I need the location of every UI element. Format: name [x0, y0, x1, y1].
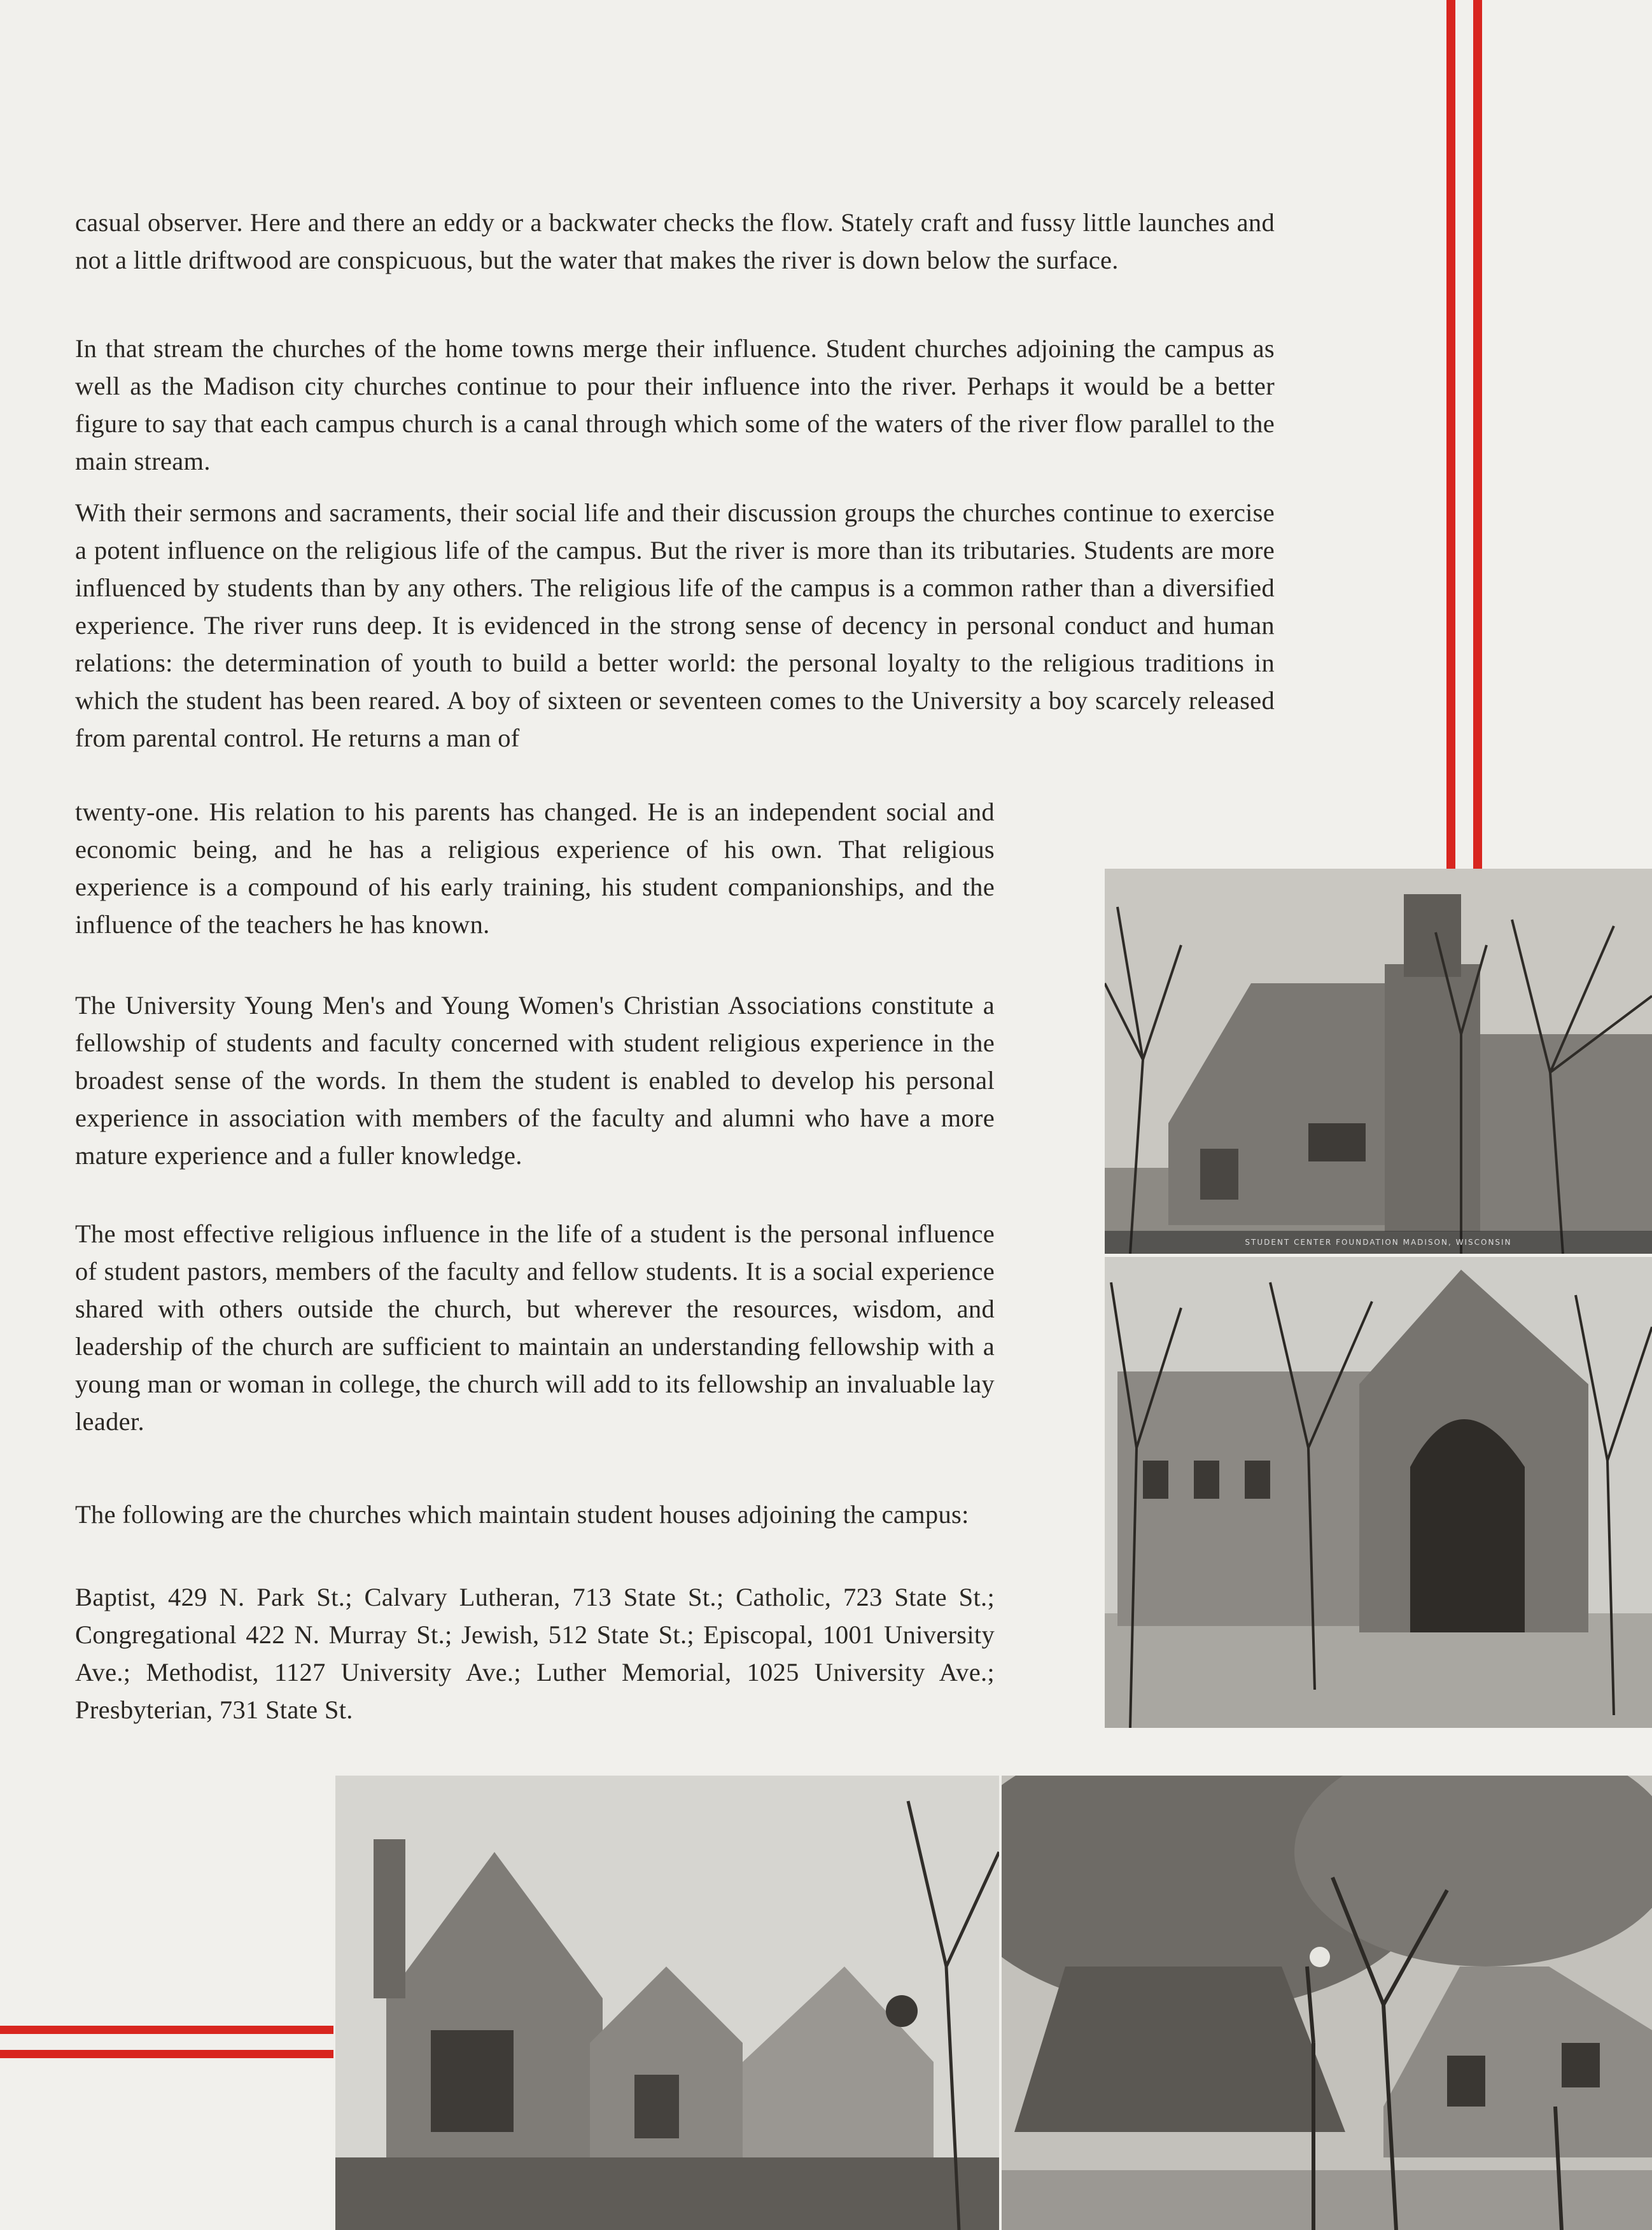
photo-tudor-house [1002, 1776, 1652, 2230]
right-red-stripe-inner [1473, 0, 1482, 869]
paragraph-home-churches: In that stream the churches of the home towns merge their influence. Student churches adjoining the campus as well as the Madison city churches continue to pour their influence into the river. Perhaps it would be a better figure to say that each campus church is a canal through which some of the waters of the river flow parallel to the main stream. [75, 334, 1275, 475]
photo-church-arch [1105, 1257, 1652, 1728]
paragraph-following-churches: The following are the churches which maintain student houses adjoining the campus: [75, 1500, 969, 1529]
photo-caption: STUDENT CENTER FOUNDATION MADISON, WISCONSIN [1105, 1231, 1652, 1254]
paragraph-river-intro: casual observer. Here and there an eddy or a backwater checks the flow. Stately craft and fussy little launches and not a little driftwood are conspicuous, but the water that makes the river is down below the surface. [75, 208, 1275, 274]
left-red-stripe-lower [0, 2050, 333, 2058]
paragraph-personal-influence: The most effective religious influence in the life of a student is the personal influence of student pastors, members of the faculty and fellow students. It is a social experience shared with others outside the church, but wherever the resources, wisdom, and leadership of the church are sufficient to maintain an understanding fellowship with a young man or woman in college, the church will add to its fellowship an invaluable lay leader. [75, 1219, 995, 1436]
paragraph-church-list: Baptist, 429 N. Park St.; Calvary Lutheran, 713 State St.; Catholic, 723 State St.; Congregational 422 N. Murray St.; Jewish, 512 State St.; Episcopal, 1001 University Ave.; Methodist, 1127 University Ave.; Luther Memorial, 1025 University Ave.; Presbyterian, 731 State St. [75, 1583, 995, 1724]
left-red-stripe-upper [0, 2026, 333, 2034]
paragraph-twenty-one: twenty-one. His relation to his parents has changed. He is an independent social and economic being, and he has a religious experience of his own. That religious experience is a compound of his early training, his student companionships, and the influence of the teachers he has known. [75, 797, 995, 939]
paragraph-sermons: With their sermons and sacraments, their social life and their discussion groups the churches continue to exercise a potent influence on the religious life of the campus. But the river is more than its tributaries. Students are more influenced by students than by any others. The religious life of the campus is a common rather than a diversified experience. The river runs deep. It is evidenced in the strong sense of decency in personal conduct and human relations: the determination of youth to build a better world: the personal loyalty to the religious traditions in which the student has been reared. A boy of sixteen or seventeen comes to the University a boy scarcely released from parental control. He returns a man of [75, 498, 1275, 752]
right-red-stripe-outer [1446, 0, 1455, 869]
photo-church-tower [1105, 869, 1652, 1254]
photo-stone-house [335, 1776, 999, 2230]
paragraph-ymca-ywca: The University Young Men's and Young Women's Christian Associations constitute a fellowship of students and faculty concerned with student religious experience in the broadest sense of the words. In them the student is enabled to develop his personal experience in association with members of the faculty and alumni who have a more mature experience and a fuller knowledge. [75, 991, 995, 1170]
